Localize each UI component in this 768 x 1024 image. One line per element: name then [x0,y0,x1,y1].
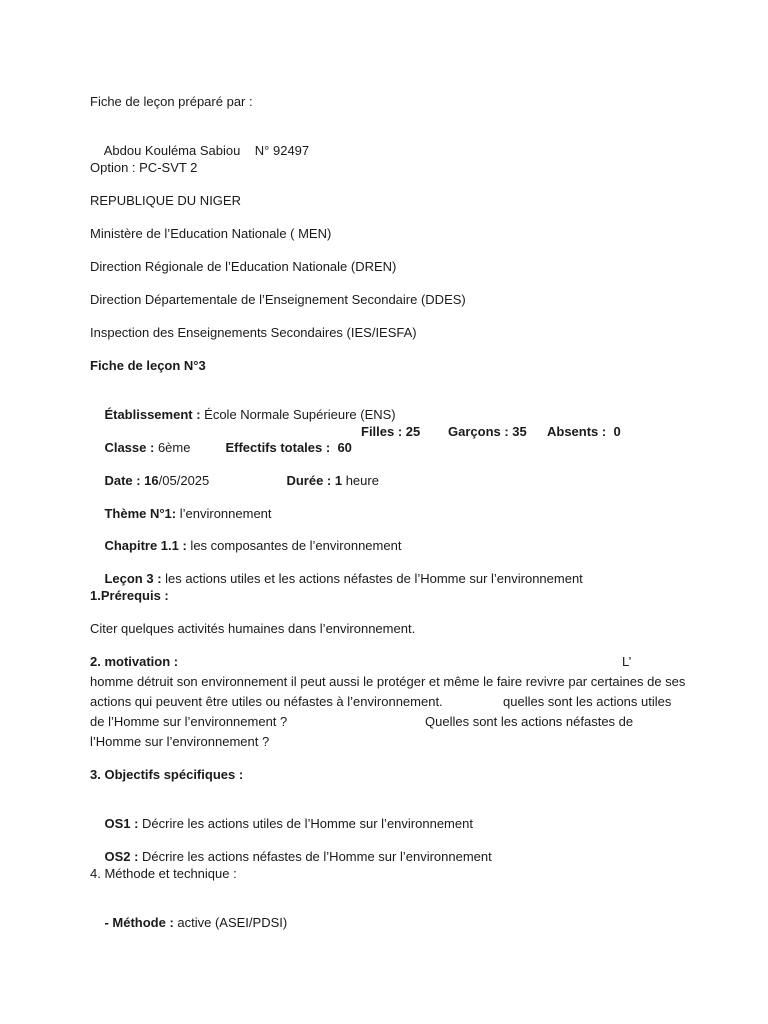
os1-text: Décrire les actions utiles de l’Homme sur l’environnement [138,816,473,831]
country-line: REPUBLIQUE DU NIGER [90,193,241,208]
motivation-line5: l’Homme sur l’environnement ? [90,734,270,749]
methode-value: active (ASEI/PDSI) [173,915,288,930]
date-value: /05/2025 [158,473,210,488]
regional-direction-line: Direction Régionale de l’Education Nationale (DREN) [90,259,397,274]
motivation-line1-right: L’ [622,654,632,669]
effectifs-label: Effectifs totales : [225,440,331,455]
class-value: 6ème [154,440,191,455]
garcons-field: Garçons : 35 [448,424,527,439]
class-label: Classe : [104,440,155,455]
os1-label: OS1 : [104,816,139,831]
establishment-label: Établissement : [104,407,201,422]
methode-title: 4. Méthode et technique : [90,866,237,881]
theme-value: l’environnement [176,506,272,521]
ministry-line: Ministère de l’Education Nationale ( MEN) [90,226,332,241]
os2-label: OS2 : [104,849,139,864]
duree-label: Durée : 1 [286,473,343,488]
lecon-label: Leçon 3 : [104,571,162,586]
prerequis-title: 1.Prérequis : [90,588,169,603]
lecon-value: les actions utiles et les actions néfastes de l’Homme sur l’environnement [161,571,583,586]
methode-line [90,899,287,947]
motivation-line2: homme détruit son environnement il peut aussi le protéger et même le faire revivre par certaines de ses [90,674,686,689]
theme-label: Thème N°1: [104,506,177,521]
motivation-line3-a: actions qui peuvent être utiles ou néfastes à l’environnement. [90,694,443,709]
author-number: N° 92497 [254,143,310,158]
prerequis-text: Citer quelques activités humaines dans l’environnement. [90,621,416,636]
motivation-line3-b: quelles sont les actions utiles [503,694,672,709]
effectifs-value: 60 [337,440,352,455]
author-name: Abdou Kouléma Sabiou [103,143,241,158]
inspection-line: Inspection des Enseignements Secondaires (IES/IESFA) [90,325,417,340]
objectifs-title: 3. Objectifs spécifiques : [90,767,244,782]
absents-field: Absents : 0 [547,424,621,439]
duree-field [272,457,379,505]
filles-field: Filles : 25 [361,424,421,439]
os2-text: Décrire les actions néfastes de l’Homme sur l’environnement [138,849,492,864]
motivation-line4-b: Quelles sont les actions néfastes de [425,714,634,729]
date-label: Date : 16 [104,473,159,488]
chapter-value: les composantes de l’environnement [186,538,402,553]
motivation-title: 2. motivation : [90,654,179,669]
departmental-direction-line: Direction Départementale de l’Enseignement Secondaire (DDES) [90,292,466,307]
methode-label: - Méthode : [104,915,174,930]
duree-value: heure [342,473,379,488]
option-line: Option : PC-SVT 2 [90,160,198,175]
prepared-by-label: Fiche de leçon préparé par : [90,94,253,109]
lesson-title: Fiche de leçon N°3 [90,358,206,373]
establishment-value: École Normale Supérieure (ENS) [200,407,396,422]
motivation-line4-a: de l’Homme sur l’environnement ? [90,714,288,729]
chapter-label: Chapitre 1.1 : [104,538,187,553]
